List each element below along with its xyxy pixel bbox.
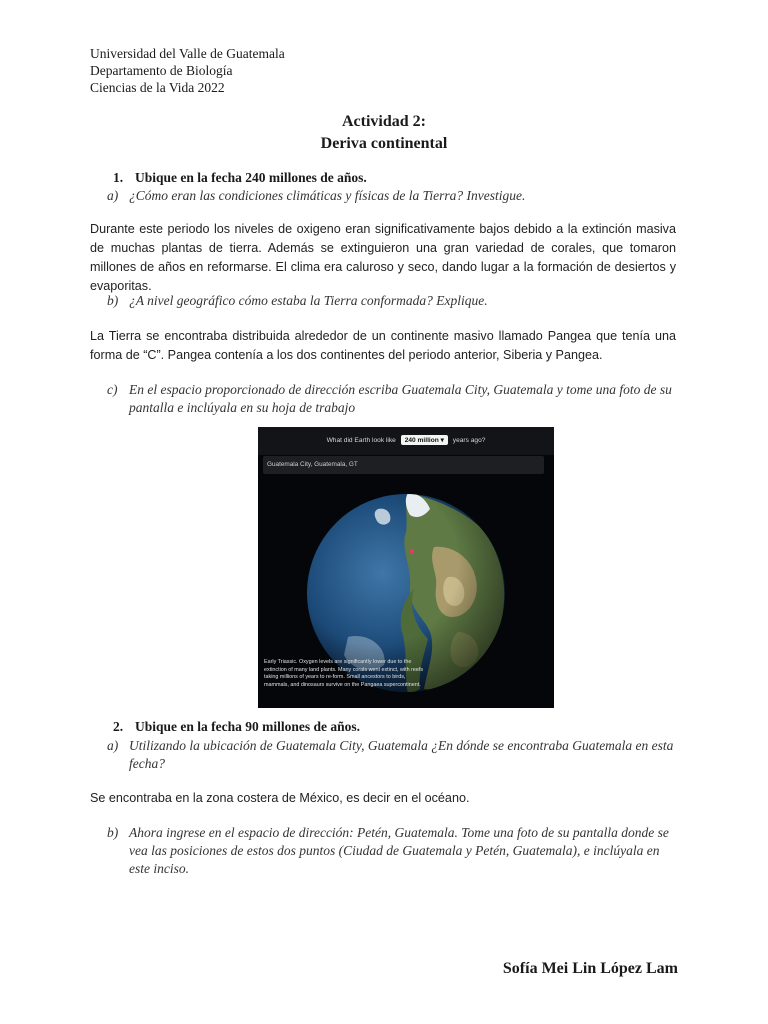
question-1c-text: En el espacio proporcionado de dirección escriba Guatemala City, Guatemala y tome una foto de su pantalla e inclúyala en su hoja de trabajo	[129, 382, 672, 415]
department-name: Departamento de Biología	[90, 63, 233, 78]
answer-1b: La Tierra se encontraba distribuida alrededor de un continente masivo llamado Pangea que tenía una forma de “C”. Pangea contenía a los dos continentes del periodo anterior, Siberia y Pangea.	[90, 329, 676, 362]
university-name: Universidad del Valle de Guatemala	[90, 46, 285, 61]
author-signature: Sofía Mei Lin López Lam	[502, 960, 678, 977]
question-1-text: Ubique en la fecha 240 millones de años.	[135, 170, 367, 185]
question-1-heading	[113, 170, 367, 186]
question-2b	[107, 824, 677, 878]
question-1a	[107, 187, 677, 205]
location-input: Guatemala City, Guatemala, GT	[263, 456, 544, 474]
activity-subtitle: Deriva continental	[320, 135, 448, 152]
answer-2a: Se encontraba en la zona costera de México, es decir en el océano.	[90, 791, 470, 805]
question-1b-letter: b)	[107, 293, 119, 308]
question-1a-letter: a)	[107, 188, 119, 203]
question-2-text: Ubique en la fecha 90 millones de años.	[135, 719, 361, 734]
time-select: 240 million ▾	[401, 435, 448, 445]
question-1b-text: ¿A nivel geográfico cómo estaba la Tierra conformada? Explique.	[129, 293, 488, 308]
question-1-number: 1.	[113, 170, 124, 185]
activity-title: Actividad 2:	[342, 113, 426, 130]
answer-1a: Durante este periodo los niveles de oxigeno eran significativamente bajos debido a la extinción masiva de muchas plantas de tierra. Además se extinguieron una gran variedad de corales, que tomaron millones de años en reformarse. El clima era caluroso y seco, dando lugar a la formación de desiertos y evaporitas.	[90, 222, 676, 293]
question-2b-letter: b)	[107, 825, 119, 840]
question-2a-letter: a)	[107, 738, 119, 753]
time-question-before: What did Earth look like	[326, 437, 396, 444]
question-1c-letter: c)	[107, 382, 118, 397]
question-2-number: 2.	[113, 719, 124, 734]
location-marker-icon	[410, 549, 414, 553]
globe-screenshot	[258, 427, 554, 708]
question-1a-text: ¿Cómo eran las condiciones climáticas y físicas de la Tierra? Investigue.	[129, 188, 526, 203]
question-2-heading	[113, 719, 360, 735]
time-select-value: 240 million	[404, 437, 439, 444]
period-caption: Early Triassic. Oxygen levels are significantly lower due to the extinction of many land plants. Many corals went extinct, with reefs taking millions of years to re-form. Small ancestors to birds, mammals, and dinosaurs survive on the Pangaea supercontinent.	[264, 659, 424, 688]
course-name: Ciencias de la Vida 2022	[90, 80, 225, 95]
question-2b-text: Ahora ingrese en el espacio de dirección: Petén, Guatemala. Tome una foto de su pantalla donde se vea las posiciones de estos dos puntos (Ciudad de Guatemala y Petén, Guatemala), e inclúyala en este inciso.	[129, 825, 669, 876]
document-header	[90, 45, 285, 96]
question-1c	[107, 381, 677, 417]
time-question-after: years ago?	[452, 437, 486, 444]
question-2a	[107, 737, 677, 773]
question-1b	[107, 292, 677, 310]
question-2a-text: Utilizando la ubicación de Guatemala City, Guatemala ¿En dónde se encontraba Guatemala en esta fecha?	[129, 738, 674, 771]
